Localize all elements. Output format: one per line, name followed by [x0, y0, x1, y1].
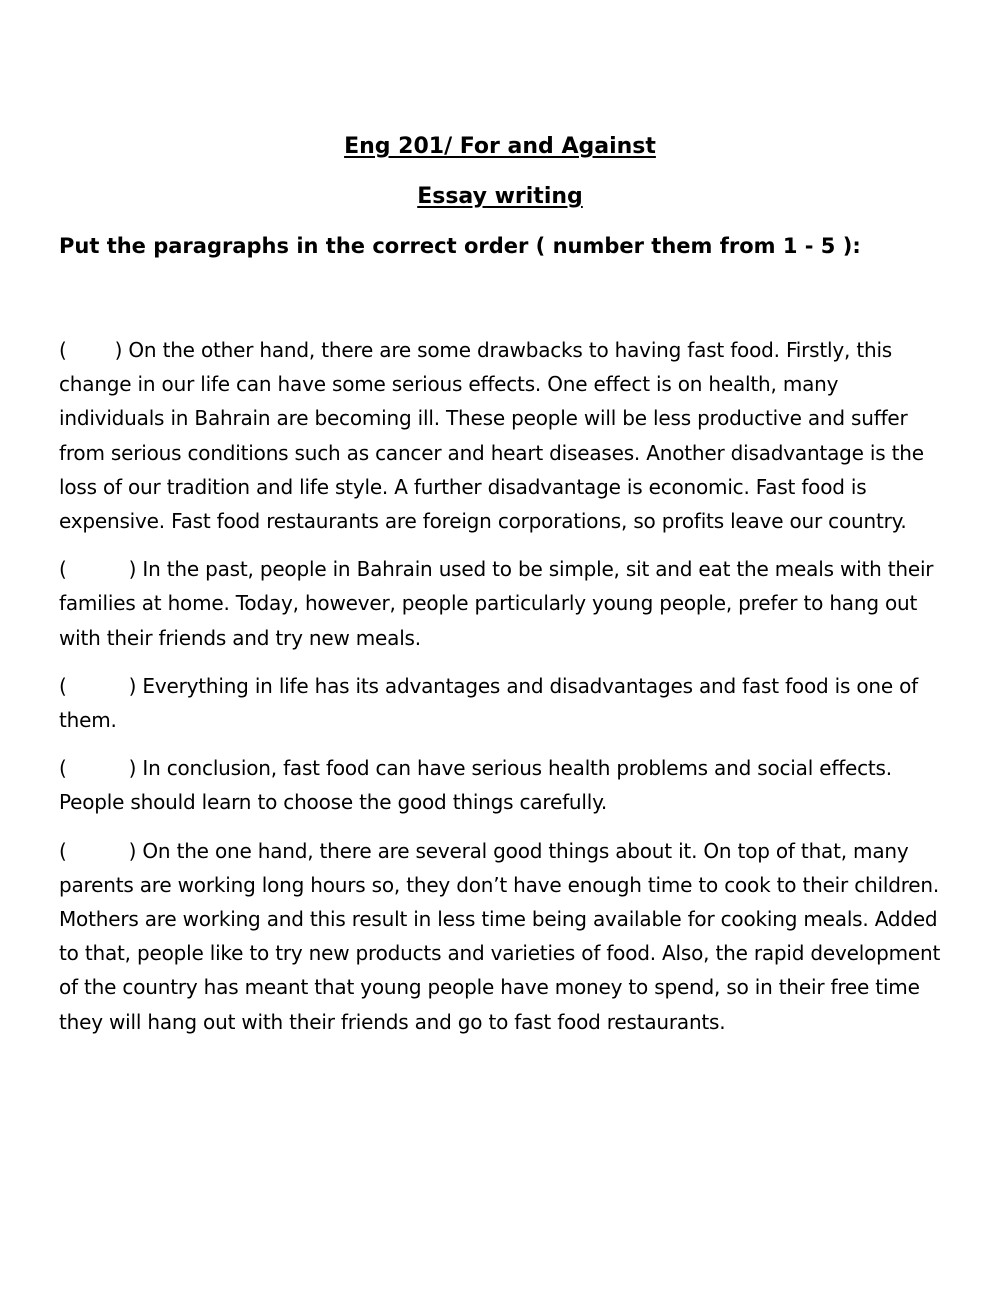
- order-blank[interactable]: [59, 751, 136, 785]
- blank-open-paren: (: [59, 557, 67, 582]
- paragraph-list: [59, 333, 949, 1053]
- paragraph-text: On the one hand, there are several good things about it. On top of that, many parents are working long hours so, they don’t have enough time to cook to their children. Mothers are working and this result in less time being available for cooking meals. Added to that, people like to try new products and varieties of food. Also, the rapid development of the country has meant that young people have money to spend, so in their free time they will hang out with their friends and go to fast food restaurants.: [59, 838, 941, 1034]
- blank-close-paren: ): [128, 838, 137, 863]
- blank-open-paren: (: [59, 756, 67, 781]
- paragraph-item: [59, 333, 949, 538]
- paragraph-item: [59, 834, 949, 1039]
- blank-close-paren: ): [128, 673, 137, 698]
- paragraph-text: In conclusion, fast food can have serious health problems and social effects. People should learn to choose the good things carefully.: [59, 756, 892, 815]
- worksheet-subtitle: Essay writing: [417, 184, 583, 209]
- paragraph-item: [59, 751, 949, 819]
- blank-open-paren: (: [59, 838, 67, 863]
- blank-open-paren: (: [59, 338, 67, 362]
- paragraph-item: [59, 669, 949, 737]
- order-blank[interactable]: [59, 333, 122, 367]
- order-blank[interactable]: [59, 552, 136, 586]
- paragraph-item: [59, 552, 949, 655]
- instruction-text: Put the paragraphs in the correct order ( number them from 1 - 5 ):: [59, 234, 861, 258]
- blank-close-paren: ): [114, 338, 123, 362]
- order-blank[interactable]: [59, 834, 136, 868]
- blank-close-paren: ): [128, 557, 137, 582]
- paragraph-text: Everything in life has its advantages and disadvantages and fast food is one of them.: [59, 673, 919, 733]
- worksheet-title: Eng 201/ For and Against: [344, 134, 656, 159]
- blank-open-paren: (: [59, 673, 67, 698]
- blank-close-paren: ): [128, 756, 137, 781]
- paragraph-text: On the other hand, there are some drawbacks to having fast food. Firstly, this change in our life can have some serious effects. One effect is on health, many individuals in Bahrain are becoming ill. These people will be less productive and suffer from serious conditions such as cancer and heart diseases. Another disadvantage is the loss of our tradition and life style. A further disadvantage is economic. Fast food is expensive. Fast food restaurants are foreign corporations, so profits leave our country.: [59, 338, 924, 534]
- paragraph-text: In the past, people in Bahrain used to be simple, sit and eat the meals with their families at home. Today, however, people particularly young people, prefer to hang out with their friends and try new meals.: [59, 557, 934, 650]
- order-blank[interactable]: [59, 669, 136, 703]
